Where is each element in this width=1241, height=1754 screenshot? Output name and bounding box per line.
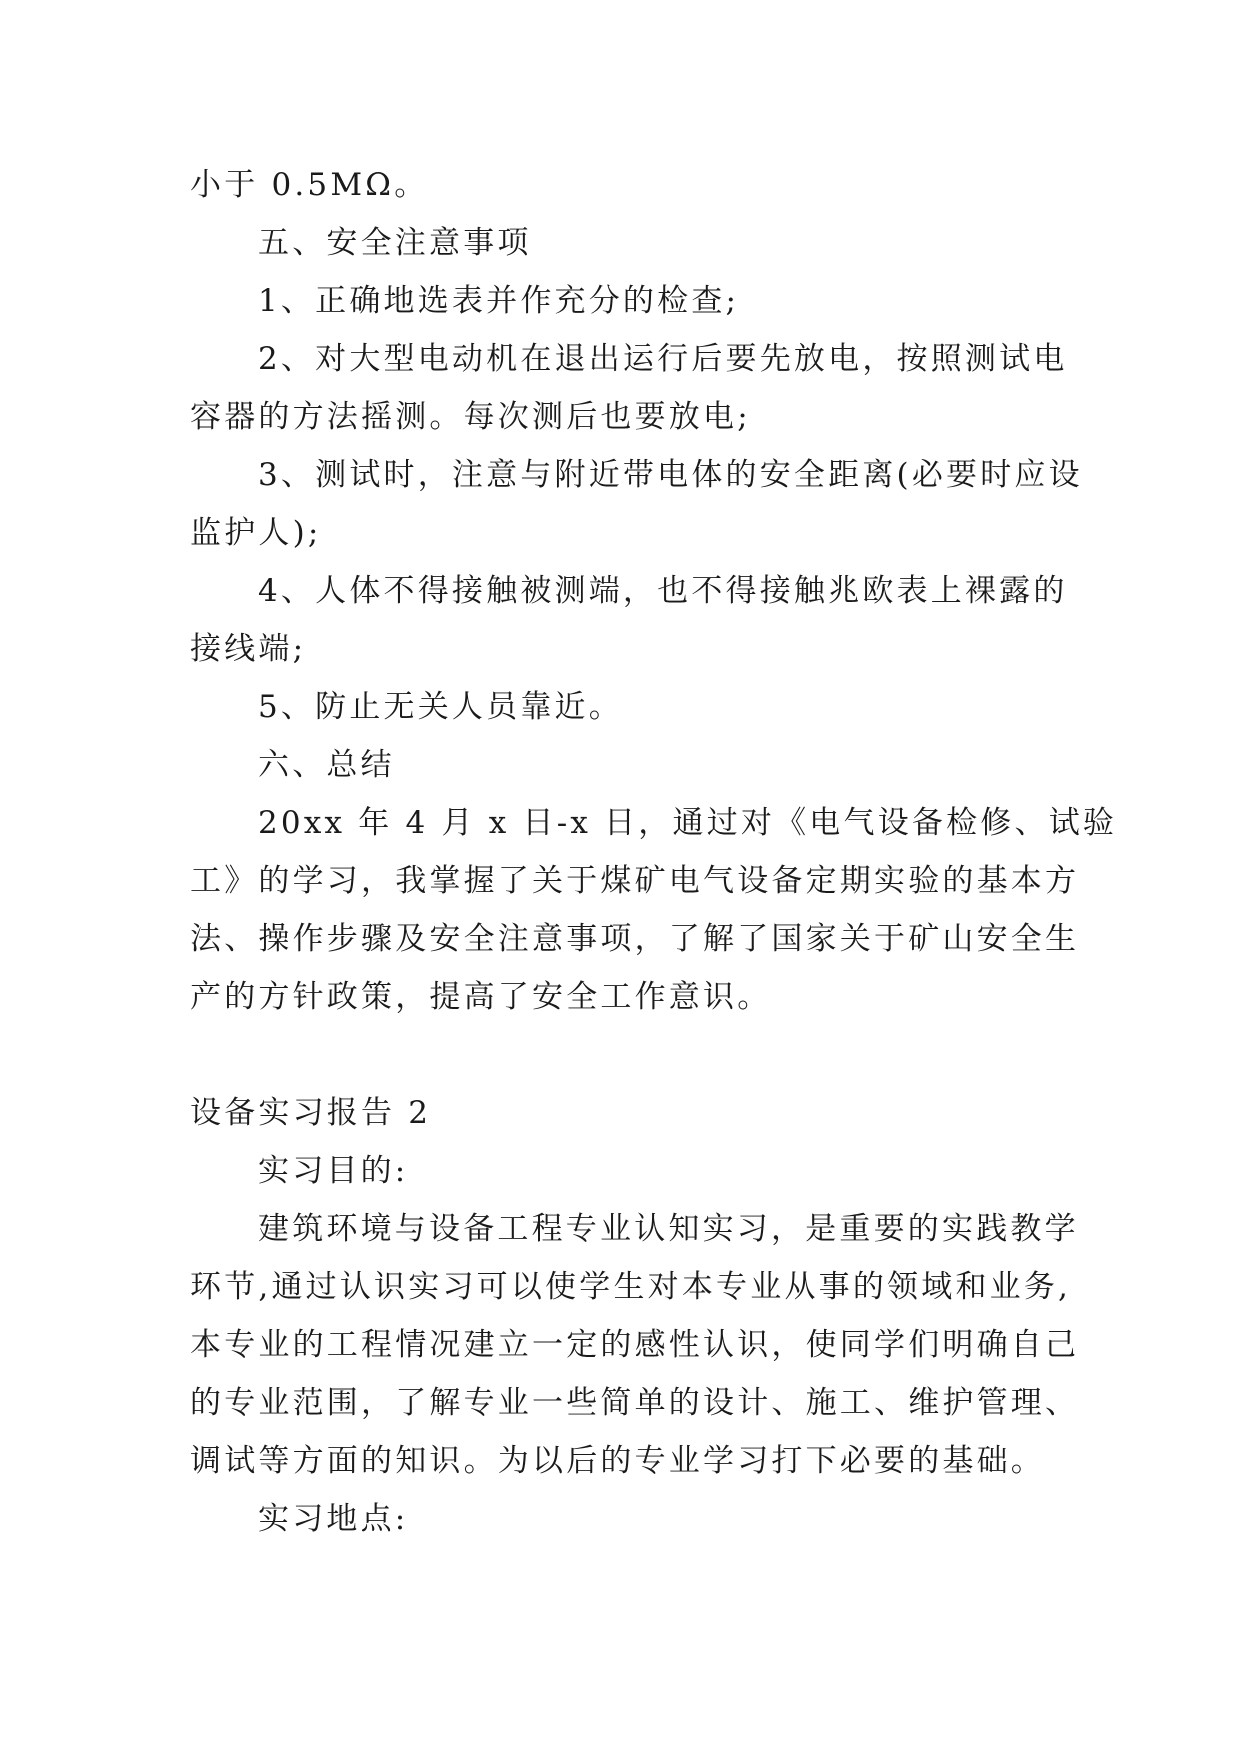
text-line: 3、测试时，注意与附近带电体的安全距离(必要时应设 xyxy=(258,457,1083,493)
text-line: 产的方针政策，提高了安全工作意识。 xyxy=(190,979,772,1015)
text-line: 20xx 年 4 月 x 日-x 日，通过对《电气设备检修、试验 xyxy=(258,805,1118,841)
report-title: 设备实习报告 2 xyxy=(190,1095,432,1131)
section-heading-summary: 六、总结 xyxy=(258,747,395,783)
text-line: 工》的学习，我掌握了关于煤矿电气设备定期实验的基本方 xyxy=(190,863,1080,899)
text-line: 监护人); xyxy=(190,515,322,551)
section-heading-safety: 五、安全注意事项 xyxy=(258,225,532,261)
text-line: 的专业范围，了解专业一些简单的设计、施工、维护管理、 xyxy=(190,1385,1080,1421)
document-page xyxy=(190,156,1118,1548)
text-line: 建筑环境与设备工程专业认知实习，是重要的实践教学 xyxy=(258,1211,1079,1247)
text-line: 法、操作步骤及安全注意事项，了解了国家关于矿山安全生 xyxy=(190,921,1080,957)
text-line: 环节,通过认识实习可以使学生对本专业从事的领域和业务, xyxy=(190,1269,1072,1305)
text-line: 小于 0.5MΩ。 xyxy=(190,167,429,203)
text-line: 容器的方法摇测。每次测后也要放电; xyxy=(190,399,751,435)
text-line: 4、人体不得接触被测端，也不得接触兆欧表上裸露的 xyxy=(258,573,1068,609)
text-line: 2、对大型电动机在退出运行后要先放电，按照测试电 xyxy=(258,341,1068,377)
text-line: 5、防止无关人员靠近。 xyxy=(258,689,623,725)
text-line: 调试等方面的知识。为以后的专业学习打下必要的基础。 xyxy=(190,1443,1045,1479)
subheading-purpose: 实习目的: xyxy=(258,1153,409,1189)
subheading-location: 实习地点: xyxy=(258,1501,409,1537)
text-line: 1、正确地选表并作充分的检查; xyxy=(258,283,740,319)
text-line: 接线端; xyxy=(190,631,307,667)
text-line: 本专业的工程情况建立一定的感性认识，使同学们明确自己 xyxy=(190,1327,1080,1363)
blank-line xyxy=(190,1026,1070,1084)
